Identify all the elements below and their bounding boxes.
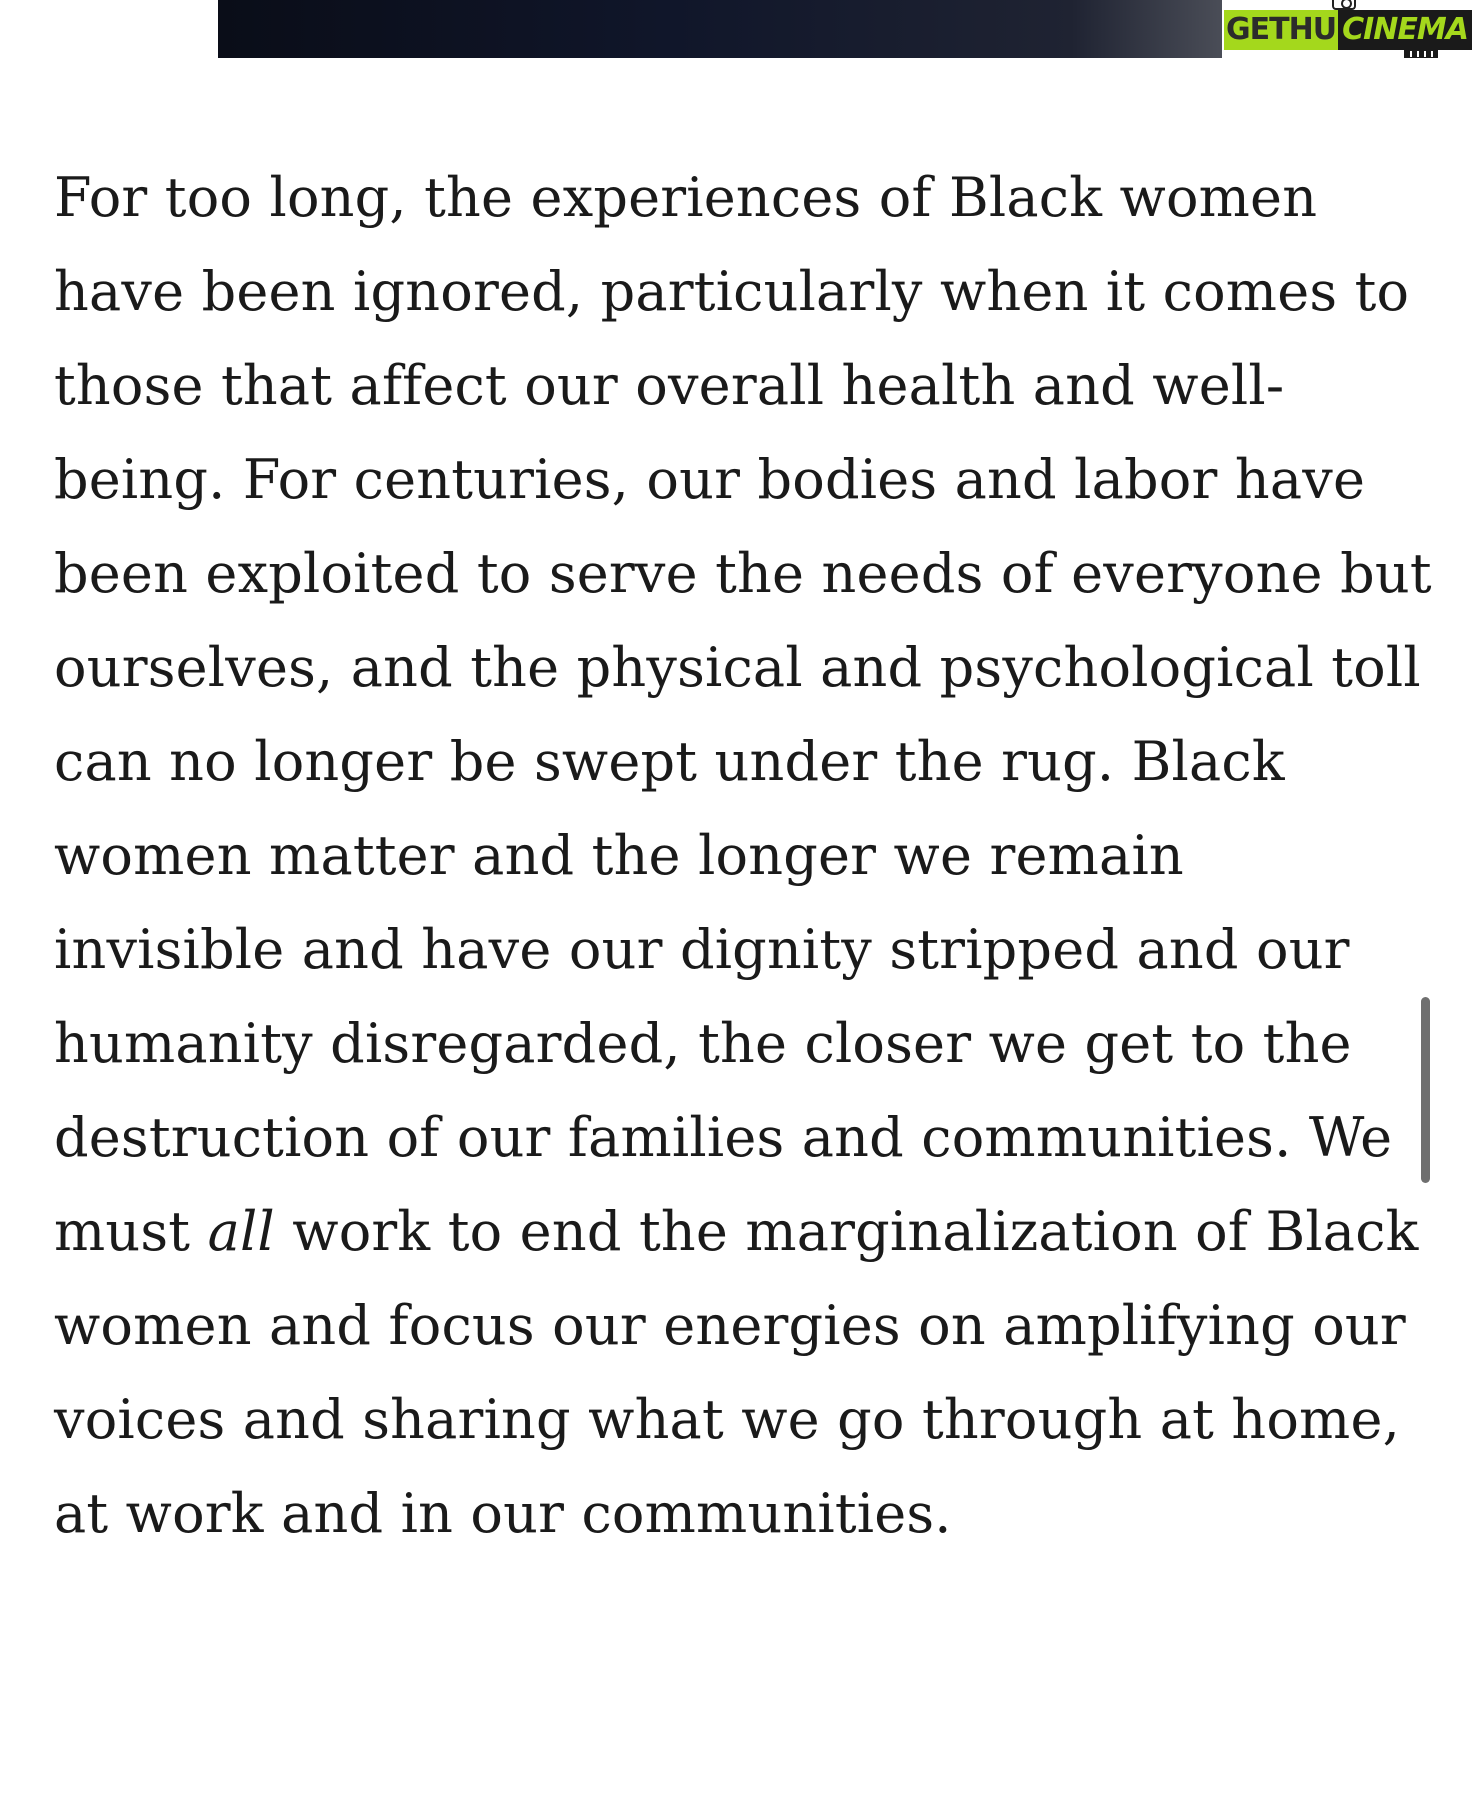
paragraph-line: humanity disregarded, the closer we get to the — [54, 1012, 1352, 1075]
paragraph-line: those that affect our overall health and well- — [54, 354, 1285, 417]
paragraph-line: can no longer be swept under the rug. Black — [54, 730, 1285, 793]
paragraph-line: have been ignored, particularly when it comes to — [54, 260, 1410, 323]
paragraph-line: at work and in our communities. — [54, 1482, 952, 1545]
paragraph-line: women matter and the longer we remain — [54, 824, 1184, 887]
header-image-banner — [218, 0, 1222, 58]
article-paragraph — [54, 151, 1432, 1561]
watermark-text — [1224, 10, 1472, 50]
camera-icon — [1332, 0, 1356, 10]
watermark-text-part1: GETHU — [1224, 10, 1338, 50]
watermark-text-part2: CINEMA — [1338, 10, 1472, 50]
line-text-before: must — [54, 1200, 208, 1263]
paragraph-line: being. For centuries, our bodies and labor have — [54, 448, 1366, 511]
paragraph-line: been exploited to serve the needs of everyone but — [54, 542, 1432, 605]
paragraph-line: invisible and have our dignity stripped and our — [54, 918, 1350, 981]
film-strip-icon — [1404, 50, 1438, 58]
paragraph-line: women and focus our energies on amplifying our — [54, 1294, 1406, 1357]
paragraph-line: For too long, the experiences of Black women — [54, 166, 1318, 229]
line-text-after: work to end the marginalization of Black — [274, 1200, 1419, 1263]
paragraph-line: ourselves, and the physical and psychological toll — [54, 636, 1421, 699]
paragraph-line: destruction of our families and communities. We — [54, 1106, 1393, 1169]
scrollbar-thumb[interactable] — [1421, 997, 1430, 1183]
emphasis-text: all — [207, 1200, 275, 1263]
paragraph-line: voices and sharing what we go through at home, — [54, 1388, 1400, 1451]
gethu-cinema-watermark-logo — [1222, 0, 1468, 60]
paragraph-line-with-emphasis — [54, 1185, 1419, 1279]
